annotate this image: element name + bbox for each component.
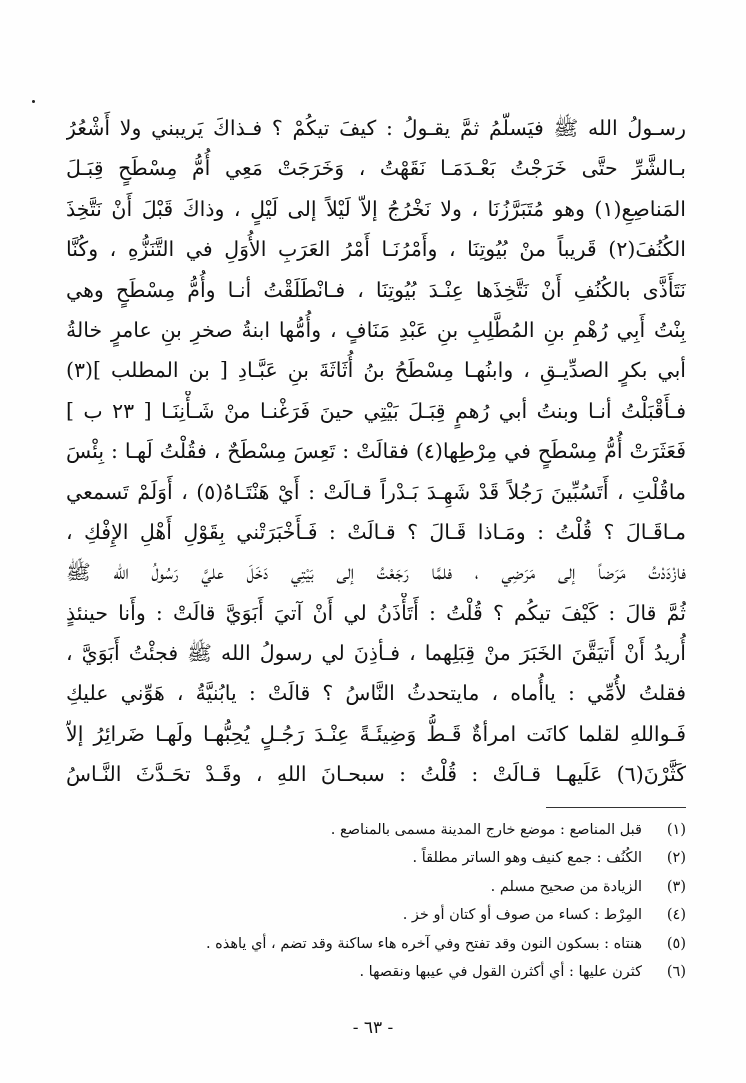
text-line: مـاقَـالَ ؟ قُلْتُ : ومَـاذا قَـالَ ؟ قـالَتْ : فَـأَخْبَرَتْني بِقَوْلِ أَهْلِ الإِفْكِ ، <box>66 519 686 544</box>
footnote-number: (٥) <box>666 935 686 952</box>
footnotes <box>66 816 686 987</box>
text-line: نَتَأَذَّى بالكُنُفِ أَنْ نَتَّخِذَها عِنْـدَ بُيُوتِنَا ، فـانْطَلَقْتُ أنـا وأُمُّ مِسْطَحٍ وهي <box>66 277 686 302</box>
footnote-text: هنتاه : بسكون النون وقد تفتح وفي آخره هاء ساكنة وقد تضم ، أي ياهذه . <box>205 935 642 952</box>
text-line: فـأَقْبَلْتُ أنـا وبنتُ أبي رُهمٍ قِبَـلَ بَيْتِي حينَ فَرَغْنـا منْ شَـأْنِنَـا [ ٢٣ ب ] <box>66 398 686 423</box>
footnote <box>66 930 686 959</box>
text-line: أُريدُ أَنْ أَتيَقَّنَ الخَبَرَ منْ قِبَلِهما ، فـأذِنَ لي رسولُ الله ﷺ فجئْتُ أَبَوَيَّ ، <box>66 641 686 666</box>
text-line: رسـولُ الله ﷺ فيَسلّمُ ثمَّ يقـولُ : كيفَ تيكُمْ ؟ فـذاكَ يَريبني ولا أَشْعُرُ <box>66 116 686 140</box>
stray-dot <box>32 100 35 103</box>
page-number: - ٦٣ - <box>352 1018 394 1038</box>
footnote <box>66 844 686 873</box>
text-line: بـالشَّرِّ حتَّى خَرَجْتُ بَعْـدَمَـا نَقَهْتُ ، وَخَرَجَتْ مَعِي أُمُّ مِسْطَحٍ قِبَـلَ <box>66 156 686 181</box>
footnote-number: (٦) <box>666 964 686 981</box>
text-line: كَثَّرْنَ(٦) عَلَيهـا قـالَتْ : قُلْتُ : سبحـانَ اللهِ ، وقَـدْ تحَـدَّثَ النَّـاسُ <box>66 762 686 787</box>
footnote-divider <box>546 807 686 808</box>
footnote-number: (٢) <box>666 850 686 867</box>
text-line: فَـواللهِ لقلما كانَت امرأةٌ قَـطُّ وَضِيئَـةً عِنْـدَ رَجُـلٍ يُحِبُّهـا ولَهـا ضَرائِرُ إلاّ <box>66 721 686 746</box>
footnote <box>66 873 686 902</box>
footnote-text: المِرْط : كساء من صوف أو كتان أو خز . <box>402 907 642 924</box>
text-line: ثُمَّ قالَ : كَيْفَ تيكُم ؟ قُلْتُ : أَتَأْذَنُ لي أَنْ آتيَ أَبَوَيَّ قالَتْ : وأَنا حينئذٍ <box>66 600 686 625</box>
text-line: فازْدَدْتُ مَرَضاً إلى مَرَضِي ، فلمَّا رَجَعْتُ إلى بَيْتِي دَخَلَ عليَّ رَسُولُ الله ﷺ <box>66 560 686 585</box>
body-text <box>66 108 686 795</box>
footnote-text: قبل المناصع : موضع خارج المدينة مسمى بالمناصع . <box>330 821 642 838</box>
footnote-text: كثرن عليها : أي أكثرن القول في عيبها ونقصها . <box>359 964 642 981</box>
text-line: ماقُلْتِ ، أَتَسُبِّينَ رَجُلاً قَدْ شَهِـدَ بَـدْراً قـالَتْ : أَيْ هَنْتَـاهُ(٥) ، أَوَلَمْ تَسمعي <box>66 479 686 504</box>
text-line: فَعَثَرَتْ أُمُّ مِسْطَحٍ في مِرْطِها(٤) فقالَتْ : تَعِسَ مِسْطَحٌ ، فقُلْتُ لَهـا : بِئْسَ <box>66 439 686 464</box>
footnote-number: (١) <box>666 821 686 838</box>
footnote <box>66 816 686 845</box>
text-line: أبي بكرٍ الصدِّيـقِ ، وابنُهـا مِسْطَحُ بنُ أُثَاثَةَ بنِ عَبَّـادِ [ بن المطلب ](٣) <box>66 358 686 383</box>
page-content <box>66 108 686 987</box>
text-line: المَناصِعِ(١) وهو مُتَبَرَّزُنَا ، ولا نَخْرُجُ إلاّ لَيْلاً إلى لَيْلٍ ، وذاكَ قَبْلَ أَنْ نَتَّخِذَ <box>66 196 686 221</box>
footnote-number: (٤) <box>666 907 686 924</box>
footnote <box>66 958 686 987</box>
footnote <box>66 901 686 930</box>
footnote-number: (٣) <box>666 878 686 895</box>
footnote-text: الزيادة من صحيح مسلم . <box>490 878 642 895</box>
text-line: فقلتُ لأُمِّي : ياأُماه ، مايتحدثُ النَّاسُ ؟ قالَتْ : يابُنيَّةُ ، هَوِّني عليكِ <box>66 681 686 706</box>
text-line: الكُنُفَ(٢) قَريباً منْ بُيُوتِنَا ، وأَمْرُنَـا أَمْرُ العَرَبِ الأُوَلِ في التَّنَزُّهِ ، وكُنَّا <box>66 237 686 262</box>
footnote-text: الكُنُف : جمع كنيف وهو الساتر مطلقاً . <box>412 850 642 867</box>
text-line: بِنْتُ أَبِي رُهْمِ بنِ المُطَّلِبِ بنِ عَبْدِ مَنَافٍ ، وأُمُّها ابنةُ صخرِ بنِ عامرٍ خالةُ <box>66 317 686 342</box>
